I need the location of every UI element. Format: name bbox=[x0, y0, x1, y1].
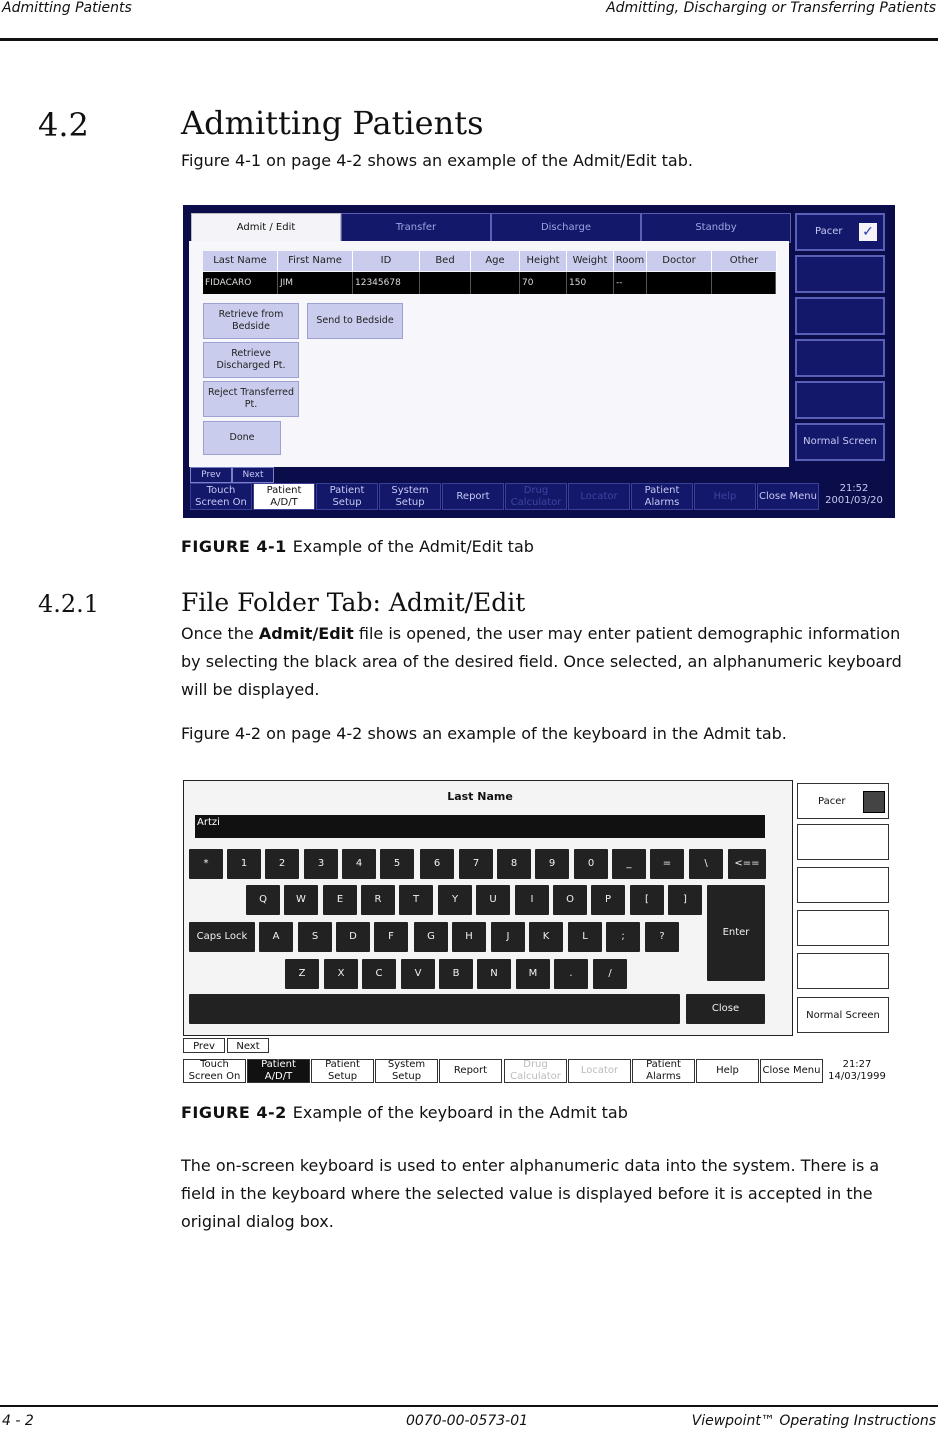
cell-age[interactable] bbox=[471, 272, 520, 294]
footer-rule bbox=[0, 1405, 938, 1407]
right-blank-button-2[interactable] bbox=[797, 867, 889, 903]
enter-key[interactable]: Enter bbox=[707, 885, 765, 981]
key-i[interactable]: I bbox=[515, 885, 549, 915]
key-t[interactable]: T bbox=[399, 885, 433, 915]
system-setup-button[interactable]: System Setup bbox=[375, 1059, 438, 1083]
footer-page: 4 - 2 bbox=[2, 1413, 34, 1429]
tab-standby[interactable]: Standby bbox=[641, 213, 791, 243]
patient-setup-button[interactable]: Patient Setup bbox=[316, 483, 378, 510]
done-button[interactable]: Done bbox=[203, 421, 281, 455]
key-a[interactable]: A bbox=[259, 922, 293, 952]
header-rule bbox=[0, 38, 938, 41]
right-blank-button-1[interactable] bbox=[797, 824, 889, 860]
key-z[interactable]: Z bbox=[285, 959, 319, 989]
cell-first-name[interactable]: JIM bbox=[278, 272, 353, 294]
col-height: Height bbox=[520, 251, 567, 271]
subsection-number: 4.2.1 bbox=[38, 590, 100, 618]
key-j[interactable]: J bbox=[491, 922, 525, 952]
clock-time: 21:27 bbox=[842, 1059, 872, 1070]
figure-4-1-caption bbox=[181, 537, 534, 556]
key-s[interactable]: S bbox=[298, 922, 332, 952]
cell-height[interactable]: 70 bbox=[520, 272, 567, 294]
figure-4-1-label: FIGURE 4-1 bbox=[181, 537, 287, 556]
key-8[interactable]: 8 bbox=[497, 849, 531, 879]
key-e[interactable]: E bbox=[323, 885, 357, 915]
locator-button[interactable]: Locator bbox=[568, 1059, 631, 1083]
pacer-checkbox-icon[interactable]: ✓ bbox=[859, 223, 877, 241]
send-to-bedside-button[interactable]: Send to Bedside bbox=[307, 303, 403, 339]
col-first-name: First Name bbox=[278, 251, 353, 271]
help-button[interactable]: Help bbox=[694, 483, 756, 510]
caps-lock-key[interactable]: Caps Lock bbox=[189, 922, 255, 952]
key-d[interactable]: D bbox=[336, 922, 370, 952]
footer-doc-number: 0070-00-0573-01 bbox=[406, 1413, 529, 1429]
key-7[interactable]: 7 bbox=[459, 849, 493, 879]
key-0[interactable]: 0 bbox=[574, 849, 608, 879]
clock bbox=[824, 1059, 890, 1083]
next-button[interactable]: Next bbox=[227, 1038, 269, 1053]
key-f[interactable]: F bbox=[374, 922, 408, 952]
key-c[interactable]: C bbox=[362, 959, 396, 989]
key-h[interactable]: H bbox=[452, 922, 486, 952]
key-n[interactable]: N bbox=[477, 959, 511, 989]
subsection-paragraph-1 bbox=[181, 620, 911, 704]
clock bbox=[819, 483, 889, 510]
locator-button[interactable]: Locator bbox=[568, 483, 630, 510]
keyboard-input-field[interactable]: Artzi bbox=[195, 815, 765, 838]
figure-4-2-text: Example of the keyboard in the Admit tab bbox=[292, 1103, 628, 1122]
field-label: Last Name bbox=[447, 790, 513, 803]
key-underscore[interactable]: _ bbox=[612, 849, 646, 879]
subsection-title: File Folder Tab: Admit/Edit bbox=[181, 588, 526, 617]
key-left-bracket[interactable]: [ bbox=[630, 885, 664, 915]
report-button[interactable]: Report bbox=[442, 483, 504, 510]
col-weight: Weight bbox=[567, 251, 614, 271]
subsection-paragraph-2: Figure 4-2 on page 4-2 shows an example of the keyboard in the Admit tab. bbox=[181, 724, 787, 743]
key-p[interactable]: P bbox=[591, 885, 625, 915]
key-4[interactable]: 4 bbox=[342, 849, 376, 879]
tab-discharge[interactable]: Discharge bbox=[491, 213, 641, 243]
prev-button[interactable]: Prev bbox=[190, 467, 232, 483]
pacer-button[interactable] bbox=[797, 783, 889, 819]
figure-4-2-caption bbox=[181, 1103, 628, 1122]
key-k[interactable]: K bbox=[529, 922, 563, 952]
pacer-label: Pacer bbox=[815, 226, 843, 237]
retrieve-discharged-button[interactable]: Retrieve Discharged Pt. bbox=[203, 342, 299, 378]
key-semicolon[interactable]: ; bbox=[606, 922, 640, 952]
key-y[interactable]: Y bbox=[438, 885, 472, 915]
patient-alarms-button[interactable]: Patient Alarms bbox=[631, 483, 693, 510]
figure-4-2-label: FIGURE 4-2 bbox=[181, 1103, 287, 1122]
backspace-key[interactable]: <== bbox=[728, 849, 766, 879]
section-title: Admitting Patients bbox=[181, 104, 484, 142]
touch-screen-button[interactable]: Touch Screen On bbox=[190, 483, 252, 510]
key-asterisk[interactable]: * bbox=[189, 849, 223, 879]
key-m[interactable]: M bbox=[516, 959, 550, 989]
right-blank-button-1[interactable] bbox=[795, 255, 885, 293]
clock-time: 21:52 bbox=[839, 483, 869, 494]
space-bar[interactable] bbox=[189, 994, 680, 1024]
report-button[interactable]: Report bbox=[439, 1059, 502, 1083]
key-backslash[interactable]: \ bbox=[689, 849, 723, 879]
clock-date: 14/03/1999 bbox=[828, 1071, 886, 1082]
cell-last-name[interactable]: FIDACARO bbox=[203, 272, 278, 294]
key-3[interactable]: 3 bbox=[304, 849, 338, 879]
footer-title: Viewpoint™ Operating Instructions bbox=[691, 1413, 936, 1429]
patient-alarms-button[interactable]: Patient Alarms bbox=[632, 1059, 695, 1083]
key-w[interactable]: W bbox=[284, 885, 318, 915]
keyboard-screenshot bbox=[183, 780, 891, 1085]
p1-post: file is opened, the user may enter patient demographic information by selecting the black area of the desired field. Once selected, an alphanumeric keyboard will be displayed. bbox=[181, 624, 902, 699]
section-intro: Figure 4-1 on page 4-2 shows an example of the Admit/Edit tab. bbox=[181, 151, 693, 170]
touch-screen-button[interactable]: Touch Screen On bbox=[183, 1059, 246, 1083]
col-age: Age bbox=[471, 251, 520, 271]
cell-room[interactable]: -- bbox=[614, 272, 647, 294]
col-last-name: Last Name bbox=[203, 251, 278, 271]
key-l[interactable]: L bbox=[568, 922, 602, 952]
col-id: ID bbox=[353, 251, 420, 271]
cell-bed[interactable] bbox=[420, 272, 471, 294]
normal-screen-button[interactable]: Normal Screen bbox=[795, 423, 885, 461]
prev-button[interactable]: Prev bbox=[183, 1038, 225, 1053]
running-header-right: Admitting, Discharging or Transferring Patients bbox=[606, 0, 936, 16]
right-blank-button-2[interactable] bbox=[795, 297, 885, 335]
key-9[interactable]: 9 bbox=[535, 849, 569, 879]
running-header-left: Admitting Patients bbox=[2, 0, 132, 16]
col-room: Room bbox=[614, 251, 647, 271]
patient-setup-button[interactable]: Patient Setup bbox=[311, 1059, 374, 1083]
help-button[interactable]: Help bbox=[696, 1059, 759, 1083]
closing-paragraph: The on-screen keyboard is used to enter alphanumeric data into the system. There is a field in the keyboard where the selected value is displayed before it is accepted in the original dialog box. bbox=[181, 1156, 880, 1231]
normal-screen-button[interactable]: Normal Screen bbox=[797, 997, 889, 1033]
key-b[interactable]: B bbox=[439, 959, 473, 989]
drug-calculator-button[interactable]: Drug Calculator bbox=[505, 483, 567, 510]
key-equals[interactable]: = bbox=[650, 849, 684, 879]
section-number: 4.2 bbox=[38, 106, 89, 144]
key-q[interactable]: Q bbox=[246, 885, 280, 915]
key-slash[interactable]: / bbox=[593, 959, 627, 989]
right-blank-button-4[interactable] bbox=[797, 953, 889, 989]
retrieve-from-bedside-button[interactable]: Retrieve from Bedside bbox=[203, 303, 299, 339]
p1-bold: Admit/Edit bbox=[258, 624, 354, 643]
col-doctor: Doctor bbox=[647, 251, 712, 271]
key-5[interactable]: 5 bbox=[380, 849, 414, 879]
right-blank-button-4[interactable] bbox=[795, 381, 885, 419]
cell-id[interactable]: 12345678 bbox=[353, 272, 420, 294]
key-1[interactable]: 1 bbox=[227, 849, 261, 879]
drug-calculator-button[interactable]: Drug Calculator bbox=[504, 1059, 567, 1083]
cell-weight[interactable]: 150 bbox=[567, 272, 614, 294]
key-period[interactable]: . bbox=[554, 959, 588, 989]
cell-doctor[interactable] bbox=[647, 272, 712, 294]
clock-date: 2001/03/20 bbox=[825, 495, 883, 506]
admit-edit-screenshot bbox=[183, 205, 895, 518]
figure-4-1-text: Example of the Admit/Edit tab bbox=[292, 537, 534, 556]
admit-edit-panel bbox=[189, 241, 789, 467]
close-menu-button[interactable]: Close Menu bbox=[757, 483, 819, 510]
key-v[interactable]: V bbox=[401, 959, 435, 989]
system-setup-button[interactable]: System Setup bbox=[379, 483, 441, 510]
pacer-checkbox-icon[interactable] bbox=[863, 791, 885, 813]
p1-pre: Once the bbox=[181, 624, 259, 643]
key-u[interactable]: U bbox=[476, 885, 510, 915]
key-right-bracket[interactable]: ] bbox=[668, 885, 702, 915]
key-g[interactable]: G bbox=[414, 922, 448, 952]
pacer-button[interactable] bbox=[795, 213, 885, 251]
right-blank-button-3[interactable] bbox=[795, 339, 885, 377]
next-button[interactable]: Next bbox=[232, 467, 274, 483]
col-bed: Bed bbox=[420, 251, 471, 271]
key-6[interactable]: 6 bbox=[420, 849, 454, 879]
patient-adt-button[interactable]: Patient A/D/T bbox=[253, 483, 315, 510]
cell-other[interactable] bbox=[712, 272, 776, 294]
key-question[interactable]: ? bbox=[645, 922, 679, 952]
key-x[interactable]: X bbox=[324, 959, 358, 989]
close-key[interactable]: Close bbox=[686, 994, 765, 1024]
reject-transferred-button[interactable]: Reject Transferred Pt. bbox=[203, 381, 299, 417]
patient-adt-button[interactable]: Patient A/D/T bbox=[247, 1059, 310, 1083]
key-r[interactable]: R bbox=[361, 885, 395, 915]
tab-transfer[interactable]: Transfer bbox=[341, 213, 491, 243]
close-menu-button[interactable]: Close Menu bbox=[760, 1059, 823, 1083]
key-2[interactable]: 2 bbox=[265, 849, 299, 879]
tab-admit-edit[interactable]: Admit / Edit bbox=[191, 213, 341, 243]
key-o[interactable]: O bbox=[553, 885, 587, 915]
pacer-label: Pacer bbox=[818, 795, 846, 807]
col-other: Other bbox=[712, 251, 777, 271]
right-blank-button-3[interactable] bbox=[797, 910, 889, 946]
